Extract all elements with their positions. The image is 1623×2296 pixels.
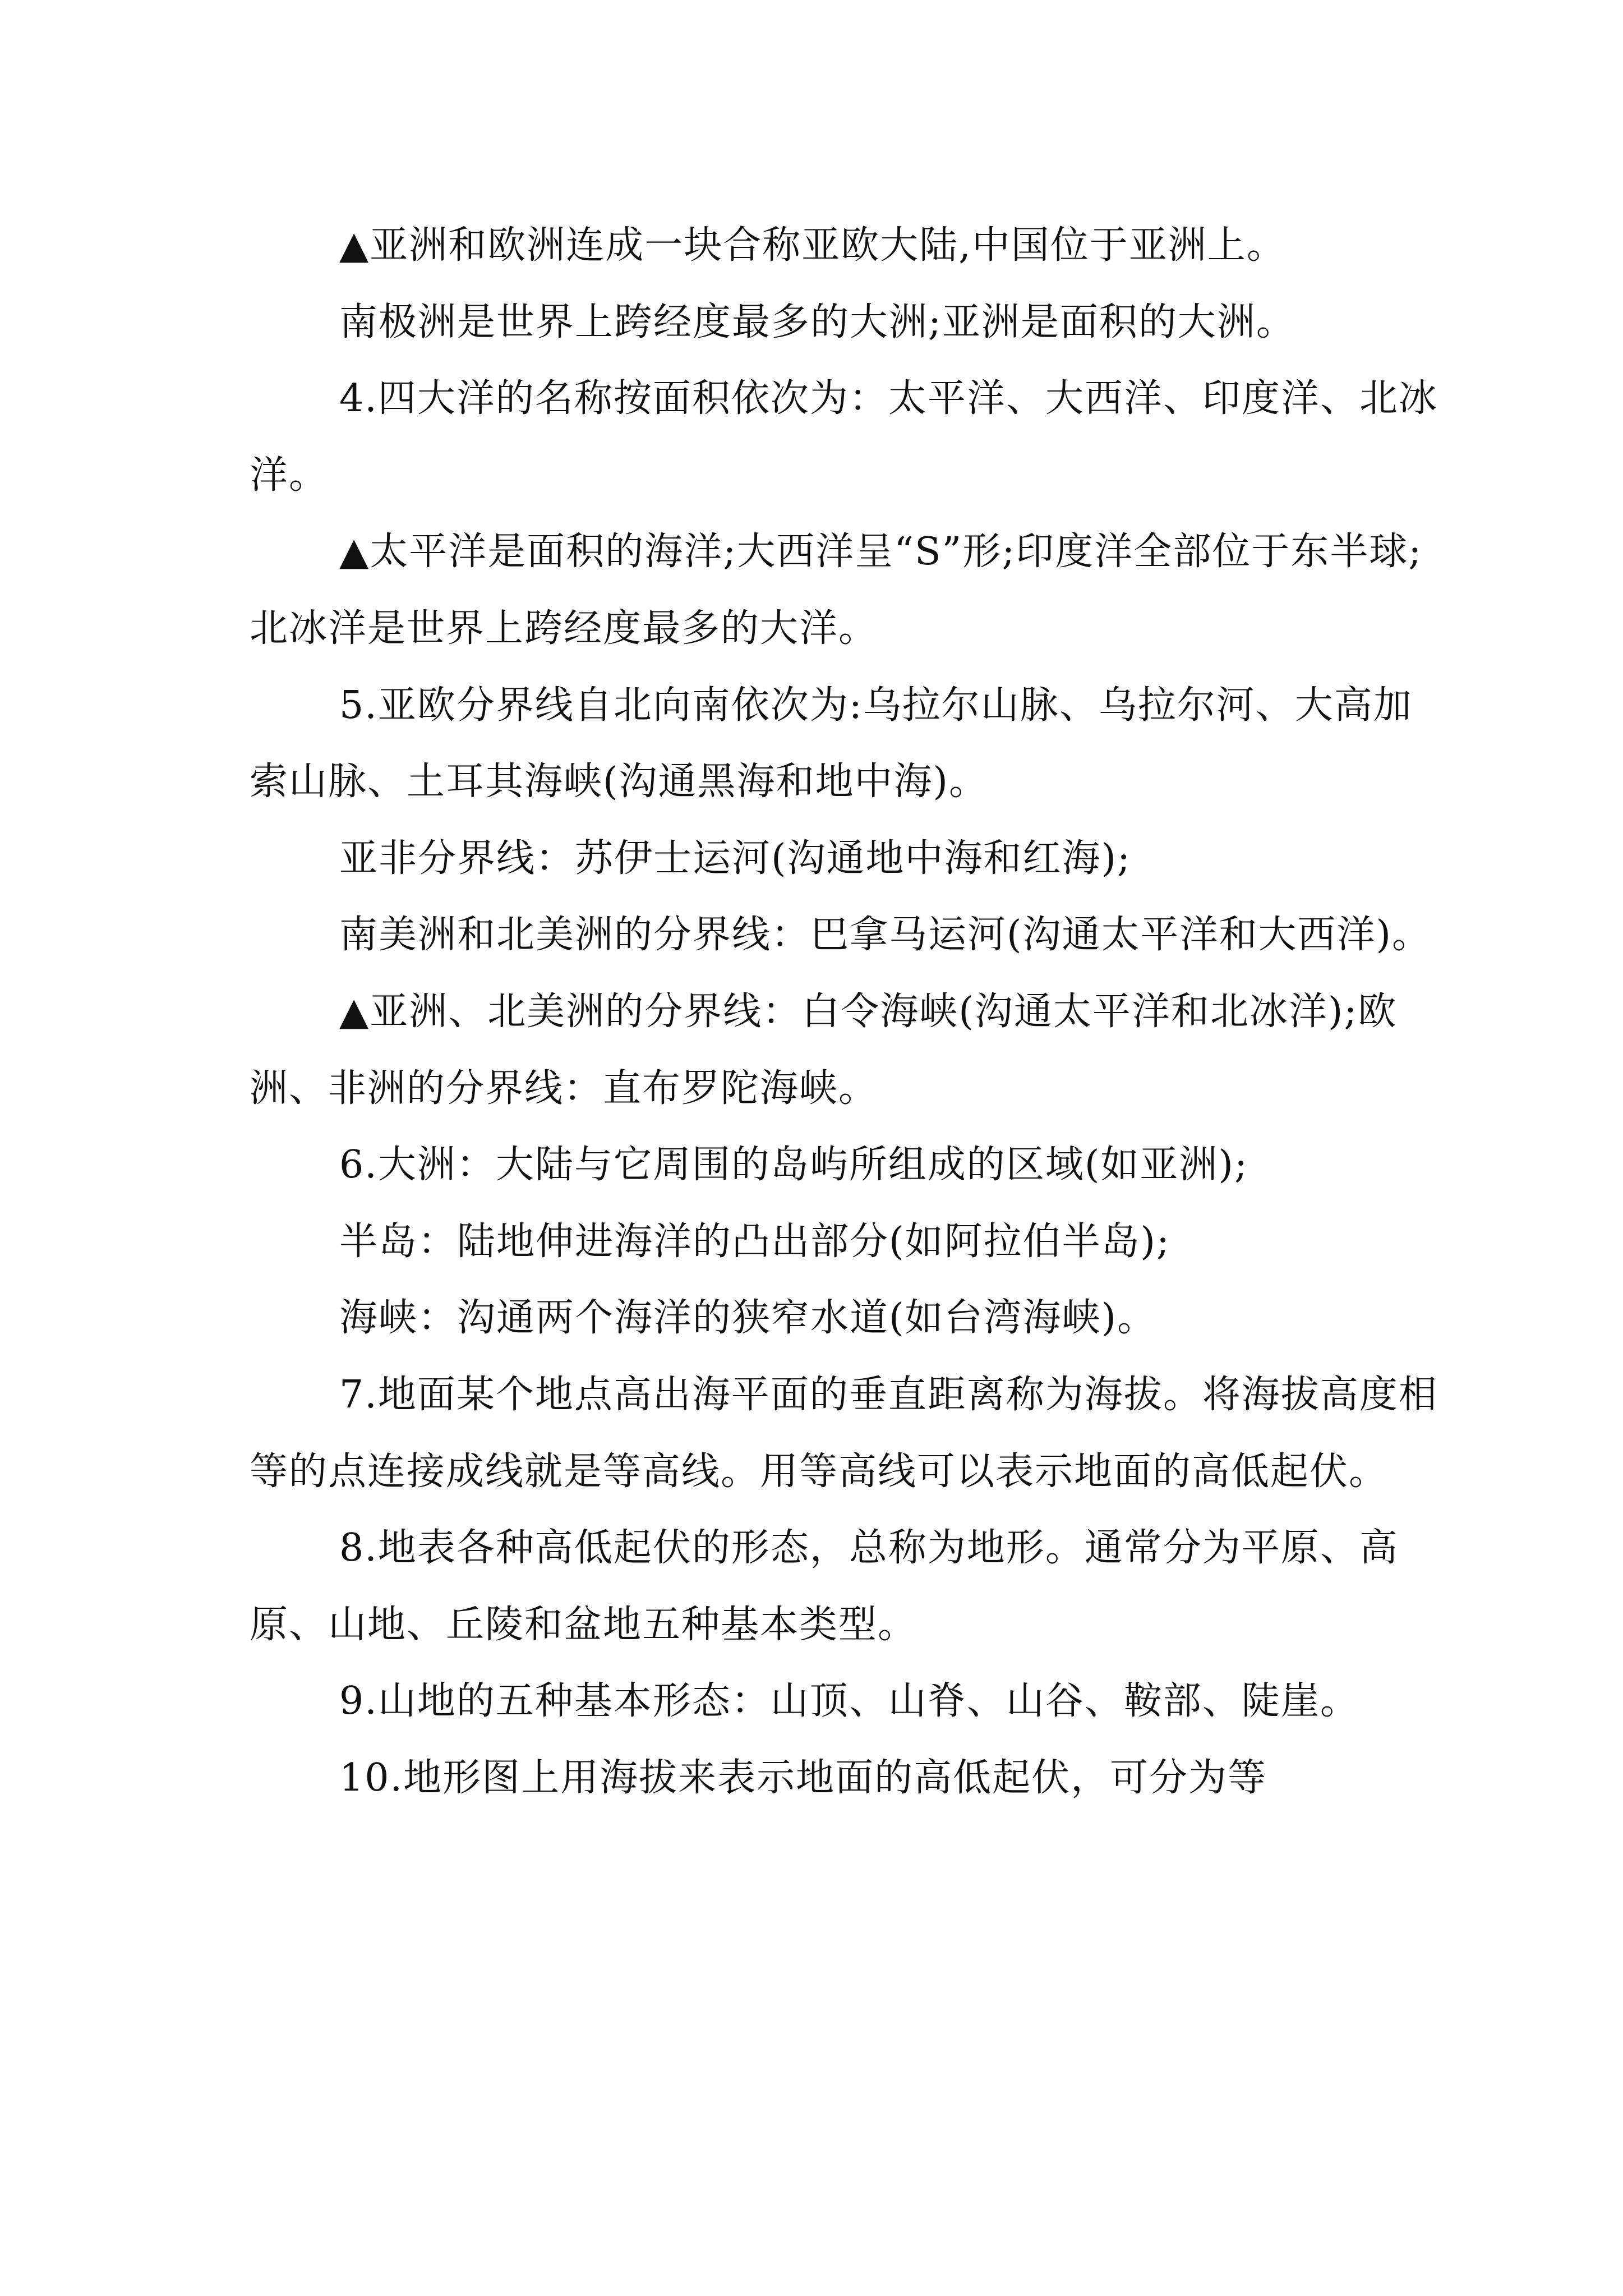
paragraph-strait-definition: 海峡：沟通两个海洋的狭窄水道(如台湾海峡)。 <box>339 1296 1157 1341</box>
paragraph-antarctica-asia: 南极洲是世界上跨经度最多的大洲;亚洲是面积的大洲。 <box>339 300 1295 344</box>
paragraph-four-oceans: 4.四大洋的名称按面积依次为：太平洋、大西洋、印度洋、北冰洋。 <box>250 376 1438 498</box>
paragraph-asia-europe: ▲亚洲和欧洲连成一块合称亚欧大陆,中国位于亚洲上。 <box>339 223 1286 268</box>
paragraph-landforms: 8.地表各种高低起伏的形态，总称为地形。通常分为平原、高原、山地、丘陵和盆地五种基本类型。 <box>250 1526 1399 1647</box>
paragraph-asia-africa-boundary: 亚非分界线：苏伊士运河(沟通地中海和红海); <box>339 836 1131 881</box>
paragraph-peninsula-definition: 半岛：陆地伸进海洋的凸出部分(如阿拉伯半岛); <box>339 1219 1170 1264</box>
paragraph-mountain-forms: 9.山地的五种基本形态：山顶、山脊、山谷、鞍部、陡崖。 <box>339 1679 1359 1724</box>
paragraph-asia-europe-boundary: 5.亚欧分界线自北向南依次为:乌拉尔山脉、乌拉尔河、大高加索山脉、土耳其海峡(沟通黑海和地中海)。 <box>250 683 1413 804</box>
paragraph-bering-gibraltar: ▲亚洲、北美洲的分界线：白令海峡(沟通太平洋和北冰洋);欧洲、非洲的分界线：直布罗陀海峡。 <box>250 989 1398 1111</box>
paragraph-ocean-facts: ▲太平洋是面积的海洋;大西洋呈“S”形;印度洋全部位于东半球;北冰洋是世界上跨经度最多的大洋。 <box>250 530 1423 651</box>
paragraph-continent-definition: 6.大洲：大陆与它周围的岛屿所组成的区域(如亚洲); <box>339 1143 1248 1188</box>
paragraph-americas-boundary: 南美洲和北美洲的分界线：巴拿马运河(沟通太平洋和大西洋)。 <box>339 913 1432 958</box>
paragraph-topographic-map: 10.地形图上用海拔来表示地面的高低起伏，可分为等 <box>339 1755 1267 1800</box>
paragraph-altitude-contour: 7.地面某个地点高出海平面的垂直距离称为海拔。将海拔高度相等的点连接成线就是等高线。用等高线可以表示地面的高低起伏。 <box>250 1372 1438 1494</box>
document-body <box>250 208 1444 1816</box>
